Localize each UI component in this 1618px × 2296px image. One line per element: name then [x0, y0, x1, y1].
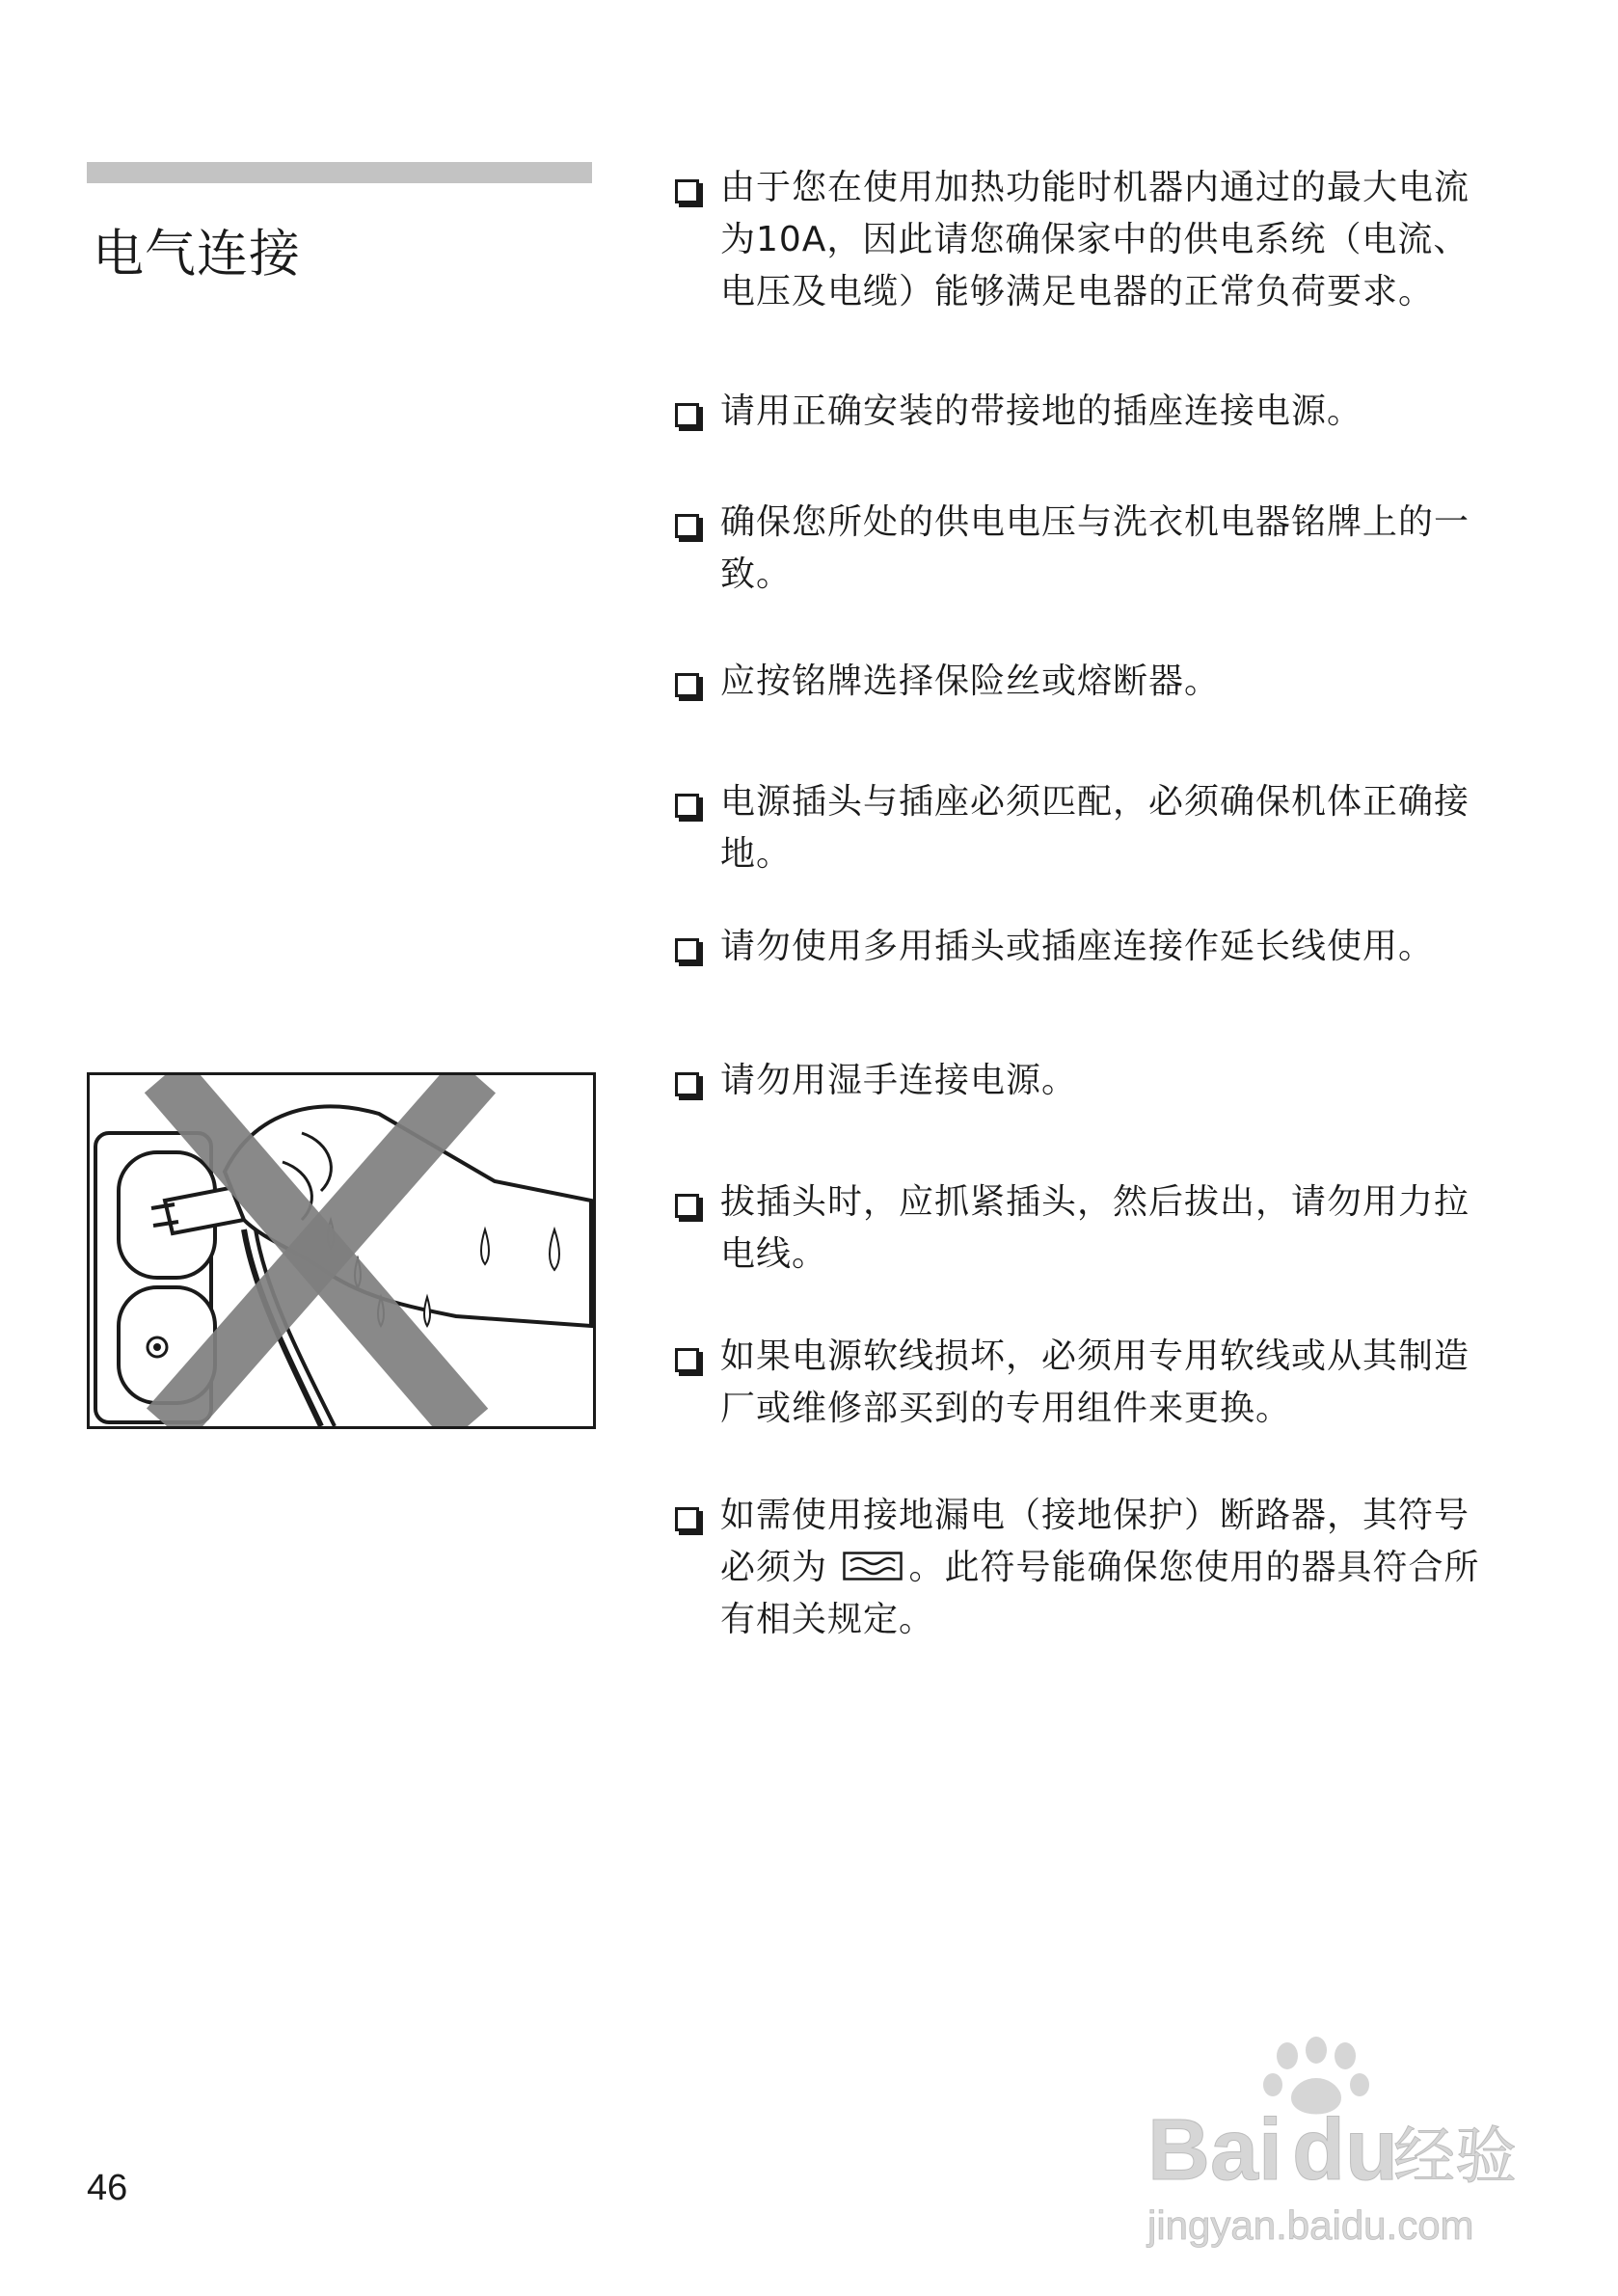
bullet-line: 电线。 [720, 1234, 828, 1274]
watermark-brand-2: du [1292, 2102, 1398, 2199]
bullet-line: 如需使用接地漏电（接地保护）断路器，其符号 [720, 1496, 1470, 1535]
watermark-url: jingyan.baidu.com [1147, 2202, 1474, 2248]
section-title: 电气连接 [93, 225, 301, 284]
watermark-brand: Bai [1147, 2102, 1283, 2199]
bullet-line: 电源插头与插座必须匹配，必须确保机体正确接 [720, 782, 1470, 822]
wet-hand-plug-icon [90, 1075, 593, 1426]
bullet-line: 确保您所处的供电电压与洗衣机电器铭牌上的一 [720, 502, 1470, 542]
bullet-line: 为10A，因此请您确保家中的供电系统（电流、 [720, 220, 1470, 259]
bullet-line: 地。 [720, 834, 793, 874]
bullet-line: 有相关规定。 [720, 1600, 935, 1639]
list-item [675, 386, 1543, 438]
bullet-line: 拔插头时，应抓紧插头，然后拔出，请勿用力拉 [720, 1182, 1470, 1222]
list-item: 如需使用接地漏电（接地保护）断路器，其符号 必须为 。此符号能确保您使用的器具符合所 有相关规定。 [675, 1490, 1543, 1646]
checkbox-bullet-icon [675, 403, 699, 427]
checkbox-bullet-icon [675, 1348, 699, 1372]
bullet-line: 致。 [720, 554, 793, 594]
bullet-line-prefix: 必须为 [720, 1548, 828, 1587]
checkbox-bullet-icon [675, 673, 699, 697]
bullet-line: 请用正确安装的带接地的插座连接电源。 [720, 392, 1363, 431]
bullet-line: 应按铭牌选择保险丝或熔断器。 [720, 662, 1221, 701]
list-item [675, 162, 1543, 318]
wet-hand-warning-illustration [87, 1072, 596, 1429]
list-item [675, 1055, 1543, 1107]
checkbox-bullet-icon [675, 1507, 699, 1531]
list-item [675, 921, 1543, 973]
list-item [675, 1331, 1543, 1435]
checkbox-bullet-icon [675, 514, 699, 538]
list-item [675, 776, 1543, 880]
bullet-line: 厂或维修部买到的专用组件来更换。 [720, 1389, 1292, 1428]
list-item [675, 497, 1543, 601]
checkbox-bullet-icon [675, 1194, 699, 1218]
bullet-line: 请勿使用多用插头或插座连接作延长线使用。 [720, 927, 1435, 966]
bullet-line: 此符号能确保您使用的器具符合所 [944, 1548, 1480, 1587]
section-header-rule [87, 162, 592, 183]
checkbox-bullet-icon [675, 179, 699, 203]
bullet-line: 电压及电缆）能够满足电器的正常负荷要求。 [720, 272, 1435, 311]
watermark-product: 经验 [1393, 2121, 1517, 2193]
list-item [675, 656, 1543, 708]
checkbox-bullet-icon [675, 794, 699, 818]
bullet-line: 请勿用湿手连接电源。 [720, 1061, 1078, 1100]
bullet-line: 如果电源软线损坏，必须用专用软线或从其制造 [720, 1337, 1470, 1376]
bullet-line: 由于您在使用加热功能时机器内通过的最大电流 [720, 168, 1470, 207]
page-number: 46 [87, 2168, 128, 2208]
checkbox-bullet-icon [675, 1072, 699, 1096]
list-item [675, 1176, 1543, 1281]
baidu-jingyan-watermark [1128, 2035, 1533, 2256]
rcd-symbol-icon [843, 1552, 903, 1580]
checkbox-bullet-icon [675, 938, 699, 962]
